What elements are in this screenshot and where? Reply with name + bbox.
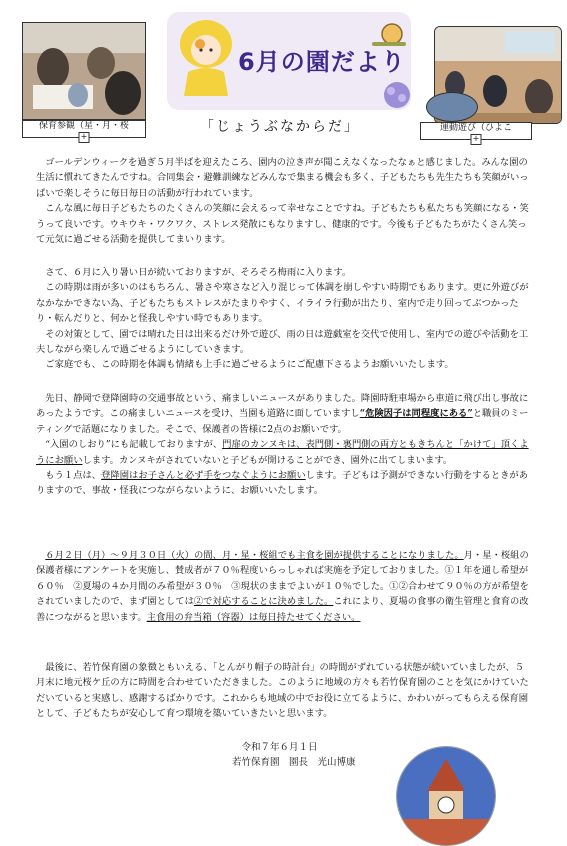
paragraph: 最後に、若竹保育園の象徴ともいえる、「とんがり帽子の時計台」の時間がずれている状態が続いていましたが、５月末に地元桜ケ丘の方に時間を合わせていただきました。このように地域の方々も若竹保育園のことを気にかけていただいていると実感し、感謝するばかりです。これからも地域の中でお役に立てるように、かわいがってもらえる保育園として、子どもたちが安心して育つ環境を築いていきたいと思います。: [36, 662, 529, 720]
emphasis-text: 登降園はお子さんと必ず手をつなぐようにお願い: [101, 470, 306, 482]
paragraph: [36, 468, 532, 499]
caption-text: 運動遊び（ひよこ: [439, 123, 512, 133]
hydrangea-icon: [380, 80, 414, 114]
paragraph: その対策として、園では晴れた日は出来るだけ外で遊び、雨の日は遊戯室を交代で使用し、室内での遊びや活動を工夫しながら楽しんで過ごせるようにしていきます。: [36, 328, 529, 356]
page-title: 6月の園だより: [238, 48, 406, 76]
lunch-section: [36, 548, 532, 625]
rainy-season-section: [36, 265, 532, 373]
text-run: と職員のミーティングで話題になりました。そこで、保護者の皆様に2点のお願いです。: [36, 408, 529, 435]
paragraph: この時期は雨が多いのはもちろん、暑さや寒さなど入り混じって体調を崩しやすい時期でもあります。更に外遊びがなかなかできない為、子どもたちもストレスがたまりやすく、イライラ行動が出たり、室内で走り回ってぶつかったり・転んだりと、何かと怪我しやすい時でもあります。: [36, 282, 529, 325]
emphasis-text: 主食用の弁当箱（容器）は毎日持たせてください。: [146, 611, 361, 623]
emphasis-text: “危険因子は同程度にある”: [359, 408, 473, 420]
safety-section: [36, 391, 532, 499]
issue-date: 令和７年６月１日: [241, 742, 318, 753]
text-run: もう１点は、: [45, 470, 102, 482]
photo-caption-right: [420, 122, 532, 143]
photo-inset: [426, 92, 478, 122]
expand-icon: +: [79, 132, 90, 143]
signature-org: 若竹保育園 園長 光山博康: [232, 757, 356, 768]
caption-text: 保育参観（星・月・桜: [38, 121, 129, 131]
paragraph: [36, 391, 532, 437]
photo-observation: [22, 22, 146, 120]
text-run: します。カンヌキがされていないと子どもが開けることができ、園外に出てしまいます。: [82, 454, 453, 466]
closing-section: [36, 660, 532, 722]
paragraph: [36, 548, 532, 625]
paragraph: ご家庭でも、この時期を体調も情緒も上手に過ごせるようにご配慮下さるようお願いいたします。: [45, 359, 454, 371]
emphasis-text: 門扉のカンヌキは、表門側・裏門側の両方ともきちんと「かけて」頂くようにお願い: [36, 439, 529, 466]
signature-block: [232, 740, 356, 770]
text-run: これにより、夏場の食事の衛生管理と食育の改善につながると思います。: [36, 596, 529, 623]
snail-icon: [370, 18, 410, 48]
classroom-photo-image: [23, 23, 145, 119]
subtitle: 「じょうぶなからだ」: [200, 119, 360, 135]
child-raincoat-icon: [174, 14, 238, 108]
text-run: “入園のしおり”にも記載しておりますが、: [45, 439, 223, 451]
paragraph: ゴールデンウィークを過ぎ５月半ばを迎えたころ、園内の泣き声が聞こえなくなったなぁと感じました。みんな園の生活に慣れてきたんですね。合同集会・避難訓練などみんなで集まる機会も多く、子どもたちも先生たちも笑顔がいっぱいで楽しそうに毎日毎日の活動が行われています。: [36, 157, 529, 199]
intro-section: [36, 155, 532, 247]
paragraph: さて、６月に入り暑い日が続いておりますが、そろそろ梅雨に入ります。: [45, 267, 352, 278]
paragraph: [36, 437, 532, 468]
clock-tower-photo: [396, 746, 496, 846]
emphasis-text: ６月２日（月）～９月３０日（火）の間、月・星・桜組でも主食を園が提供することになりました。: [45, 550, 464, 561]
expand-icon: +: [471, 134, 482, 145]
text-run: します。子どもは予測ができない行動をするときがありますので、事故・怪我につながらないように、お願いいたします。: [36, 470, 529, 497]
emphasis-text: ②で対応することに決めました。: [193, 596, 334, 608]
paragraph: こんな風に毎日子どもたちのたくさんの笑顔に会えるって幸せなことですね。子どもたちも私たちも笑顔になる・笑うって良いです。ウキウキ・ワクワク、ストレス発散にもなりますし、健康的です。今後も子どもたちがたくさん笑って元気に過ごせる活動を提供してまいります。: [36, 203, 529, 246]
photo-caption-left: [22, 120, 146, 141]
clock-tower-image: [397, 747, 495, 845]
text-run: 月・星・桜組の保護者様にアンケートを実施し、賛成者が７０％程度いらっしゃれば実施を予定しておりました。①１年を通し希望が６０％ ②夏場の４か月間のみ希望が３０％ ③現状のままでよいが１０％でした。①②合わせて９０％の方が希望をされていましたので、まず園としては: [36, 550, 529, 608]
text-run: 先日、静岡で登降園時の交通事故という、痛ましいニュースがありました。降園時駐車場から車道に飛び出し事故にあったようです。この痛ましいニュースを受け、当園も道路に面していますし: [36, 393, 529, 420]
